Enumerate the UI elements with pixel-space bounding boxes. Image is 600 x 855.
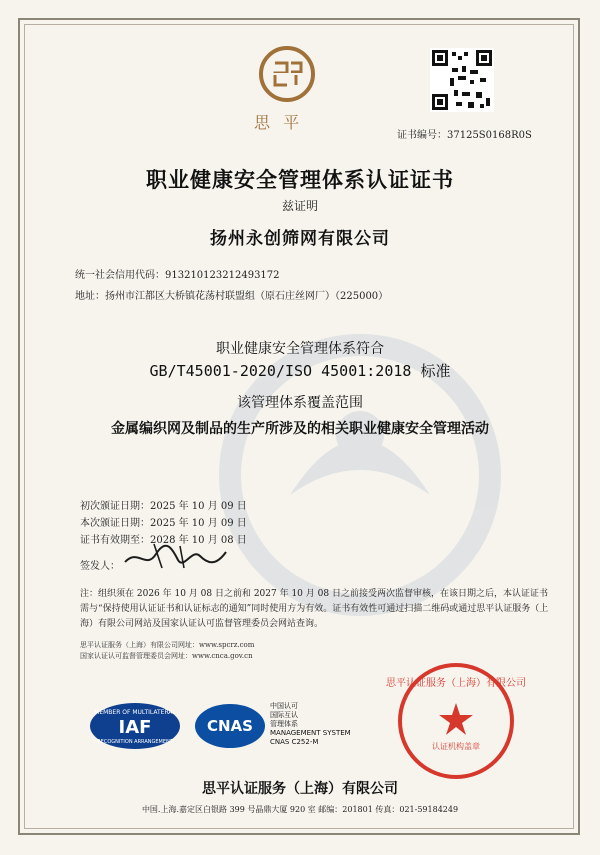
credit-code: 统一社会信用代码：913210123212493172	[75, 270, 280, 281]
company-address: 地址：扬州市江都区大桥镇花荡村联盟组（原石庄丝网厂）（225000）	[75, 291, 389, 302]
iaf-acronym: IAF	[118, 717, 152, 738]
iaf-bottom-text: RECOGNITION ARRANGEMENT	[97, 739, 173, 745]
certificate-note: 注：组织须在 2026 年 10 月 08 日之前和 2027 年 10 月 08 日之前接受两次监督审核，在该日期之后，本认证证书需与“保持使用认证证书和认证标志的通知”同时使用方为有效。证书有效性可通过扫描二维码或通过思平认证服务（上海）有限公司网站及国家认证认可监督管理委员会网站查询。	[80, 589, 549, 629]
stamp-ring-text: 思平认证服务（上海）有限公司	[386, 678, 526, 689]
scope-text: 金属编织网及制品的生产所涉及的相关职业健康安全管理活动	[111, 421, 489, 437]
cnas-line: MANAGEMENT SYSTEM	[270, 729, 351, 737]
footer-address: 中国.上海.嘉定区白银路 399 号晶鼎大厦 920 室 邮编：201801 传真：021-59184249	[141, 805, 459, 814]
website-line-2: 国家认证认可监督管理委员会网址：www.cnca.gov.cn	[80, 652, 253, 660]
cnas-text-block	[270, 702, 351, 747]
company-stamp	[386, 660, 526, 782]
stamp-center-text: 认证机构盖章	[432, 742, 480, 751]
expiry-date: 证书有效期至：2028 年 10 月 08 日	[80, 535, 247, 546]
cnas-line: CNAS C252-M	[270, 738, 319, 746]
hereby-certifies: 兹证明	[281, 199, 318, 213]
cnas-line: 国际互认	[270, 711, 298, 719]
signer-label: 签发人：	[80, 561, 120, 572]
this-issue-date: 本次颁证日期：2025 年 10 月 09 日	[80, 518, 247, 529]
sp-logo-icon	[257, 44, 317, 104]
standard-reference: GB/T45001-2020/ISO 45001:2018 标准	[149, 362, 451, 380]
scope-label: 该管理体系覆盖范围	[237, 395, 363, 411]
handwritten-signature	[120, 540, 230, 574]
conforms-line: 职业健康安全管理体系符合	[216, 341, 384, 357]
cnas-logo-icon	[190, 700, 270, 752]
footer-company: 思平认证服务（上海）有限公司	[202, 781, 398, 797]
certificate-title: 职业健康安全管理体系认证证书	[146, 167, 454, 192]
certificate-number: 证书编号：37125S0168R0S	[397, 130, 532, 141]
qr-code-icon[interactable]	[430, 48, 494, 112]
cnas-line: 管理体系	[270, 720, 298, 728]
cnas-logo-text: CNAS	[207, 717, 253, 735]
brand-name: 思 平	[254, 113, 304, 132]
iaf-top-text: MEMBER OF MULTILATERAL	[94, 709, 176, 716]
company-name: 扬州永创筛网有限公司	[210, 229, 390, 249]
iaf-logo-icon	[85, 700, 185, 752]
website-line-1: 思平认证服务（上海）有限公司网址：www.spcrz.com	[80, 641, 255, 649]
cnas-line: 中国认可	[270, 702, 298, 710]
first-issue-date: 初次颁证日期：2025 年 10 月 09 日	[80, 501, 247, 512]
